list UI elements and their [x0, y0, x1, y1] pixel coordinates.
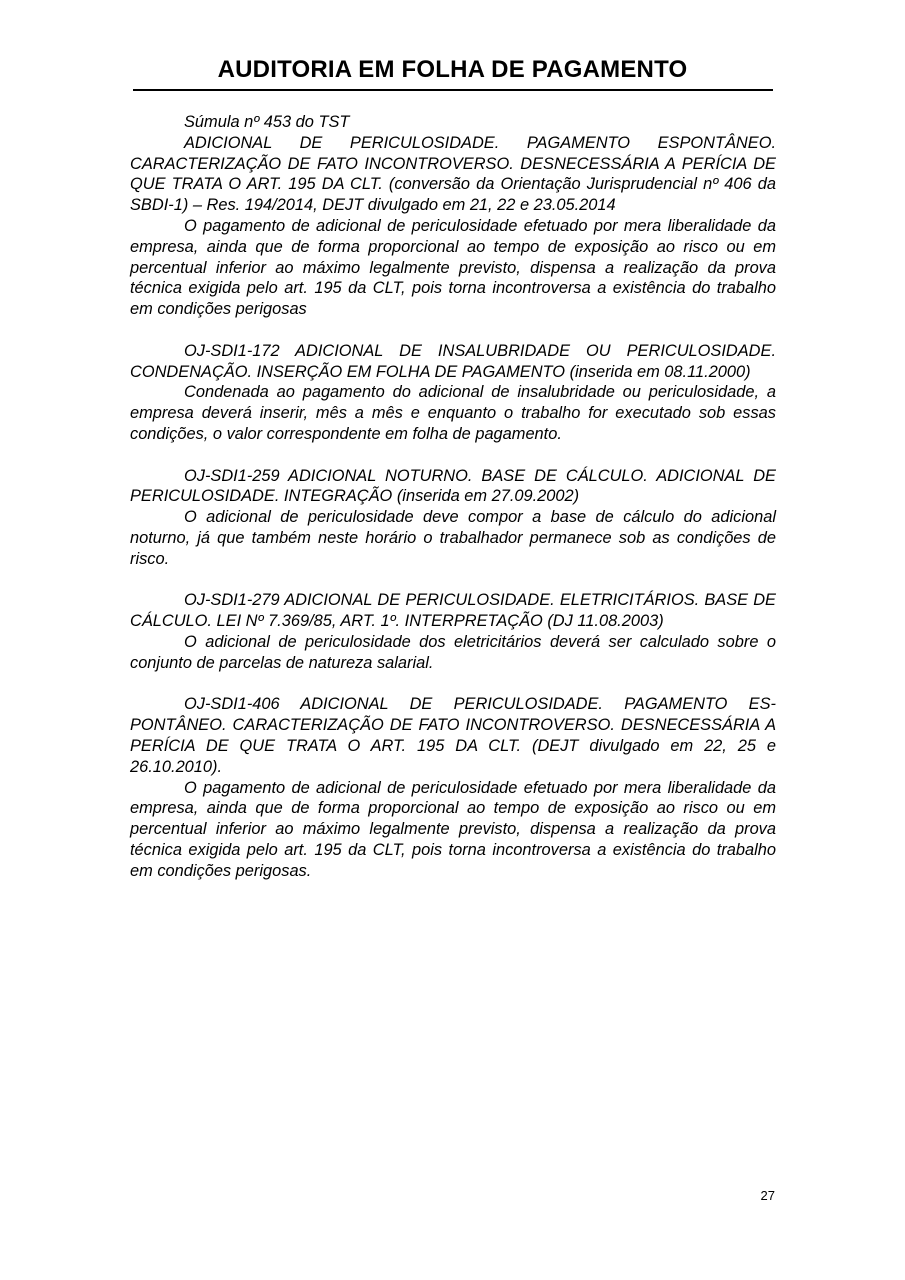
section-oj-sdi1-259	[130, 466, 776, 570]
section-body: Condenada ao pagamento do adicional de insalubridade ou periculosidade, a empresa deverá inserir, mês a mês e enquanto o trabalho for executado sob essas condições, o valor correspondente em folha de pagamento.	[130, 383, 776, 443]
section-body: O pagamento de adicional de periculosidade efetuado por mera liberalidade da empresa, ainda que de forma proporcional ao tempo de exposição ao risco ou em percentual inferior ao máximo legalmente previsto, dispensa a realização da prova técnica exigida pelo art. 195 da CLT, pois torna incontroversa a existência do trabalho em condições perigosas.	[130, 778, 776, 880]
section-body: O pagamento de adicional de periculosidade efetuado por mera liberalidade da empresa, ainda que de forma proporcional ao tempo de exposição ao risco ou em percentual inferior ao máximo legalmente previsto, dispensa a realização da prova técnica exigida pelo art. 195 da CLT, pois torna incontroversa a existência do trabalho em condições perigosas	[130, 216, 776, 319]
section-body: O adicional de periculosidade deve compor a base de cálculo do adicional noturno, já que também neste horário o trabalhador permanece sob as condições de risco.	[130, 508, 776, 568]
page-header-title: AUDITORIA EM FOLHA DE PAGAMENTO	[217, 56, 688, 83]
section-title: OJ-SDI1-172 ADICIONAL DE INSALUBRIDADE OU PERICULOSIDADE. CONDENAÇÃO. INSERÇÃO EM FOLHA DE PAGAMENTO (inserida em 08.11.2000)	[130, 341, 776, 381]
header-underline	[133, 89, 773, 91]
section-oj-sdi1-406	[130, 694, 776, 881]
document-body	[130, 112, 776, 881]
section-sumula-453	[130, 112, 776, 320]
section-title: OJ-SDI1-406 ADICIONAL DE PERICULOSIDADE. PAGAMENTO ES-PONTÂNEO. CARACTERIZAÇÃO DE FATO INCONTROVERSO. DESNECESSÁRIA A PERÍCIA DE QUE TRATA O ART. 195 DA CLT. (DEJT divulgado em 22, 25 e 26.10.2010).	[130, 695, 776, 776]
page-number: 27	[760, 1188, 775, 1203]
section-oj-sdi1-279	[130, 590, 776, 673]
section-title: OJ-SDI1-279 ADICIONAL DE PERICULOSIDADE. ELETRICITÁRIOS. BASE DE CÁLCULO. LEI Nº 7.369/85, ART. 1º. INTERPRETAÇÃO (DJ 11.08.2003)	[130, 591, 776, 631]
section-title: ADICIONAL DE PERICULOSIDADE. PAGAMENTO ESPONTÂNEO. CARACTERIZAÇÃO DE FATO INCONTROVERSO. DESNECESSÁRIA A PERÍCIA DE QUE TRATA O ART. 195 DA CLT. (conversão da Orientação Jurisprudencial nº 406 da SBDI-1) – Res. 194/2014, DEJT divulgado em 21, 22 e 23.05.2014	[130, 133, 776, 215]
section-body: O adicional de periculosidade dos eletricitários deverá ser calculado sobre o conjunto de parcelas de natureza salarial.	[130, 632, 776, 672]
section-oj-sdi1-172	[130, 341, 776, 445]
section-heading: Súmula nº 453 do TST	[184, 113, 350, 131]
section-title: OJ-SDI1-259 ADICIONAL NOTURNO. BASE DE CÁLCULO. ADICIONAL DE PERICULOSIDADE. INTEGRAÇÃO (inserida em 27.09.2002)	[130, 466, 776, 506]
